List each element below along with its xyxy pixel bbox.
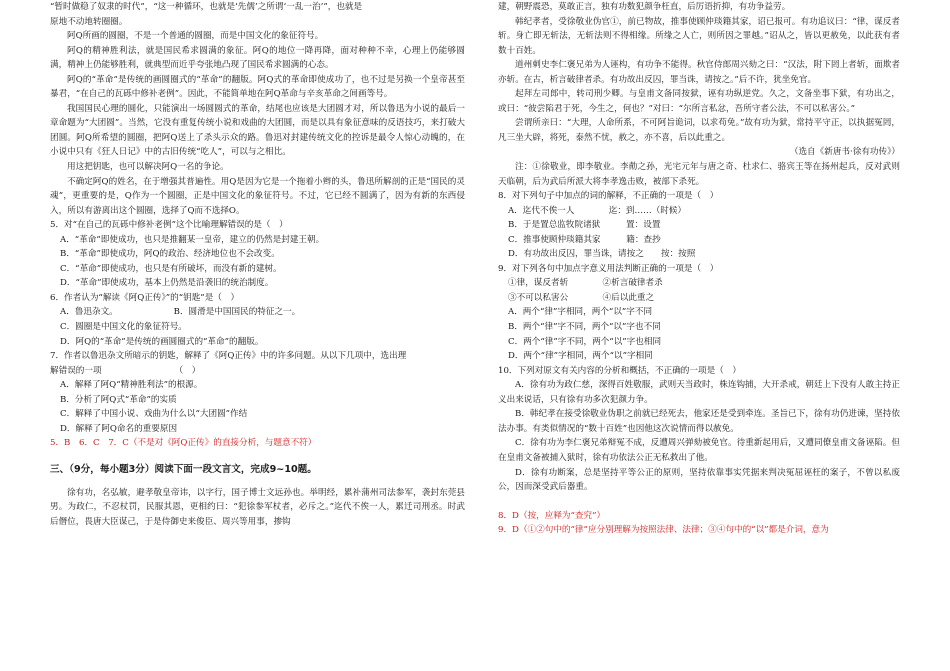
footnote: 注：①徐敬业，即李敬业。李勣之孙，光宅元年与唐之奇、杜求仁、骆宾王等在扬州起兵，反对武则天临朝，后为武后所派大将李孝逸击败，被部下杀死。 [498,162,900,187]
option: B．韩纪孝在接受徐敬业伪职之前就已经死去，他家还是受到牵连。圣旨已下，徐有功仍进谏，坚持依法办事。有类似情况的“数十百姓”也因他这次说情而得以赦免。 [498,409,900,434]
classical-text: 道州刺史李仁褒兄弟为人诬构，有功争不能得。秋官侍郎周兴劾之曰：“汉法，附下罔上者斩，面欺者亦斩。在古，析言破律者杀。有功故出反囚，罪当诛，请按之。”后不许，犹坐免官。 [498,60,900,85]
option: A．徐有功为政仁慈，深得百姓敬服，武则天当政时，株连钩捕，大开杀戒，朝廷上下没有人敢主持正义出来说话，只有徐有功多次犯颜力争。 [498,380,900,405]
source-citation: （选自《新唐书·徐有功传》） [789,147,900,158]
option: D．“革命”即使成功，基本上仍然是沿袭旧的统治制度。 [60,278,274,289]
option: A．解释了阿Q“精神胜利法”的根源。 [60,380,203,391]
paragraph: 用这把钥匙，也可以解决阿Q一名的争论。 [67,162,229,173]
option: D．解释了阿Q命名的重要原因 [60,423,178,434]
option: C．解释了中国小说、戏曲为什么以“大团圆”作结 [60,409,248,420]
option: B．分析了阿Q式“革命”的实质 [60,394,177,405]
classical-text: 尝谓所亲曰：“大理，人命所系，不可阿旨诡词，以求苟免。”故有功为狱，常持平守正，以执据冤罔，凡三坐大辟，将死，泰然不忧，赦之，亦不喜，后以此重之。 [498,118,900,143]
question-7-cont: 解错误的一项 （ ） [50,365,201,376]
option: B．两个“律”字不同，两个“以”字也不同 [508,322,661,333]
option: C．推事使顾仲琰籍其家 籍：查抄 [508,234,661,245]
answer-9: 9．D（①②句中的“律”应分别理解为按照法律、法律；③④句中的“以”都是介词，意为 [498,525,829,536]
option: A．鲁迅杂文。 B．圆滑是中国国民的特征之一。 [60,307,301,318]
item-pair: ③不可以私害公 ④后以此重之 [508,292,655,303]
option: A．“革命”即使成功，也只是推翻某一皇帝，建立的仍然是封建王朝。 [60,234,325,245]
answer-8: 8．D（按，应释为“查究”） [498,510,606,521]
paragraph: 阿Q所画的圆圈，不是一个普通的圆圈，而是中国文化的象征符号。 [67,31,324,42]
option: A．迄代不俟一人 迄：到……（时候） [508,205,687,216]
answer-key: 5．B 6．C 7．C（不是对《阿Q正传》的直接分析，与题意不符） [50,438,317,449]
option: A．两个“律”字相同，两个“以”字不同 [508,307,653,318]
option: D．有功故出反囚，罪当诛，请按之 按：按照 [508,249,696,260]
option: C．“革命”即使成功，也只是有所破坏，而没有新的建树。 [60,263,282,274]
option: B．“革命”即使成功，阿Q的政治、经济地位也不会改变。 [60,249,280,260]
option: C．徐有功为李仁褒兄弟辩冤不成，反遭周兴弹劾被免官。待重新起用后，又遭同僚皇甫文备诬陷。但在皇甫文备被捕入狱时，徐有功依法公正无私救出了他。 [498,438,900,463]
paragraph: 阿Q的精神胜利法，就是国民希求圆满的象征。阿Q的地位一降再降，面对种种不幸，心理上仍能够圆满，精神上仍能够胜利，就典型而近乎夸张地凸现了国民希求圆满的心态。 [50,45,465,71]
section-heading: 三、（9分，每小题3分）阅读下面一段文言文，完成9~10题。 [50,463,317,475]
question-7: 7．作者以鲁迅杂文所暗示的钥匙，解释了《阿Q正传》中的许多问题。从以下几项中，选出理 [50,351,407,362]
right-column [498,0,900,538]
text-line: 原地不动地转圈圈。 [50,16,128,27]
paragraph: 阿Q的“革命”是传统的画圆圈式的“革命”的翻版。阿Q式的革命即使成功了，也不过是另换一个皇帝甚至暴君，“在自己的瓦砾中修补老例”。因此，不能简单地在阿Q革命与辛亥革命之间画等号。 [50,74,465,100]
paragraph: 我国国民心理的圆化，只能演出一场圆圆式的革命，结尾也应该是大团圆才对，所以鲁迅为小说的最后一章命题为“大团圆”。当然，它没有重复传统小说和戏曲的大团圆，而是以具有象征意味的反语技巧，来打破大团圆。阿Q所希望的圆圈，把阿Q送上了杀头示众的路。鲁迅对封建传统文化的控诉是最令人惊心动魄的，在小说中只有《狂人日记》中的古旧传统“吃人”，可以与之相比。 [50,103,465,158]
option: D．阿Q的“革命”是传统的画圆圈式的“革命”的翻版。 [60,336,264,347]
question-6: 6．作者认为“解读《阿Q正传》”的“钥匙”是（ ） [50,292,240,303]
spacer [498,495,900,509]
question-8: 8．对下列句子中加点的词的解释，不正确的一项是（ ） [498,191,719,202]
option: C．两个“律”字不同，两个“以”字也相同 [508,336,662,347]
question-10: 10．下列对原文有关内容的分析和概括，不正确的一项是（ ） [498,365,741,376]
question-9: 9．对下列各句中加点字意义用法判断正确的一项是（ ） [498,263,719,274]
item-pair: ①律，谋反者斩 ②析言破律者杀 [508,278,663,289]
paragraph: 不确定阿Q的姓名，在于增强其普遍性。用Q是因为它是一个拖着小辫的头，鲁迅所解剖的正是“国民的灵魂”，更重要的是，Q作为一个圆圈，正是中国文化的象征符号。不过，它已经不圆满了，因为有新的东西侵入，所以有游离出这个圆圈，选择了Q而不选择O。 [50,176,465,216]
classical-text: 徐有功，名弘敏，避孝敬皇帝讳，以字行，国子博士文远孙也。举明经，累补蒲州司法参军，袭封东莞县男。为政仁，不忍杖罚，民服其恩，更相约曰：“犯徐参军杖者，必斥之。”迄代不俟一人，累迁司刑丞。时武后僭位，畏唐大臣谋己，于是侍御史来俊臣、周兴等用事，掺钩 [50,487,465,527]
classical-text: 起拜左司郎中，转司刑少卿。与皇甫文备同按狱，诬有功纵逆党。久之，文备坐事下狱，有功出之，或曰：“彼尝陷君于死，今生之，何也？”对曰：“尔所言私忿，吾所守者公法，不可以私害公。” [498,89,900,114]
question-5: 5．对“在自己的瓦砾中修补老例”这个比喻理解错误的是（ ） [50,220,288,231]
left-column [50,0,465,529]
option: C．圆圈是中国文化的象征符号。 [60,322,187,333]
option: B．于是置总监牧院诸狱 置：设置 [508,220,661,231]
option: D．徐有功断案，总是坚持平等公正的原则，坚持依靠事实凭据来判决冤屈诬枉的案子，不曾以私废公，因而深受武后器重。 [498,467,900,493]
option: D．两个“律”字相同，两个“以”字相同 [508,351,653,362]
classical-text: 韩纪孝者，受徐敬业伪官①，前已物故，推事使顾仲琰籍其家，诏已报可。有功追议曰：“律，谋反者斩。身亡即无斩法，无斩法则不得相缘。所缘之人亡，则所因之罪越。”诏从之，皆以更赦免，以此获有者数十百姓。 [498,16,900,56]
classical-text: 建，朝野震恐，莫敢正言，独有功数犯颜争枉直，后厉语折抑，有功争益劳。 [498,2,791,12]
text-line: “暂时做稳了奴隶的时代”，“这一种循环，也就是‘先儒’之所谓‘一乱一治’”，也就是 [50,2,363,12]
